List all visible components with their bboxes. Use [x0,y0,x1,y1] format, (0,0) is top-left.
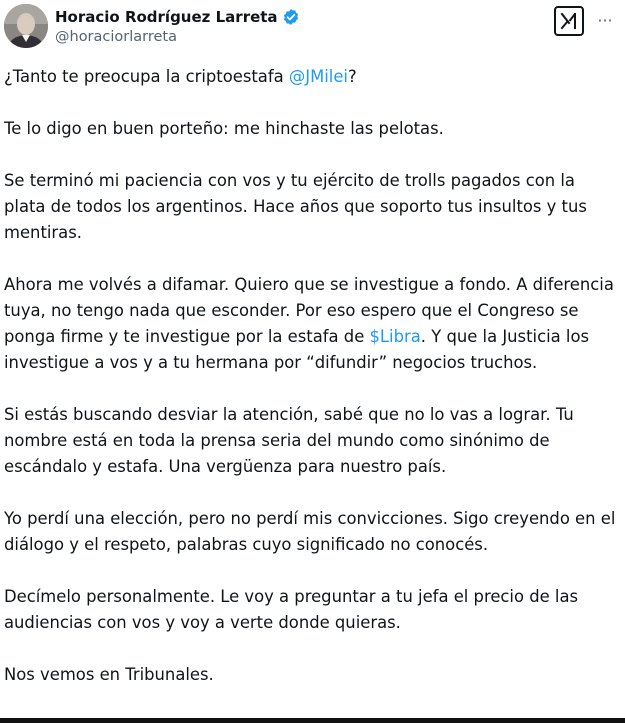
grok-icon [559,11,579,31]
display-name[interactable]: Horacio Rodríguez Larreta [55,8,278,26]
tweet-header [0,0,625,60]
bottom-divider [0,718,625,723]
more-options-icon[interactable]: ··· [597,10,613,30]
cashtag-link[interactable]: $Libra [369,327,421,346]
tweet-paragraph-1 [4,64,616,90]
tweet-paragraph-3: Se terminó mi paciencia con vos y tu ejército de trolls pagados con la plata de todos los argentinos. Hace años que soporto tus insultos y tus mentiras. [4,171,587,242]
tweet-text [4,64,616,688]
display-name-row [55,6,300,28]
text-run: . Y que la Justicia los investigue a vos y a tu hermana por “difundir” negocios truchos. [4,327,590,372]
avatar[interactable] [4,4,48,48]
tweet-paragraph-8: Nos vemos en Tribunales. [4,665,214,684]
tweet-paragraph-4 [4,272,616,376]
text-run: Ahora me volvés a difamar. Quiero que se investigue a fondo. A diferencia tuya, no tengo nada que esconder. Por eso espero que el Congreso se ponga firme y te investigue por la estafa de [4,275,614,346]
tweet-paragraph-6: Yo perdí una elección, pero no perdí mis convicciones. Sigo creyendo en el diálogo y el respeto, palabras cuyo significado no conocés. [4,509,616,554]
verified-badge-icon[interactable] [282,8,300,26]
avatar-photo-icon [4,4,48,48]
tweet-paragraph-5: Si estás buscando desviar la atención, sabé que no lo vas a lograr. Tu nombre está en toda la prensa seria del mundo como sinónimo de escándalo y estafa. Una vergüenza para nuestro país. [4,405,574,476]
author-names [55,6,300,45]
grok-button[interactable] [554,6,584,36]
text-run: ? [347,67,357,86]
mention-link[interactable]: @JMilei [288,67,348,86]
tweet-paragraph-7: Decímelo personalmente. Le voy a preguntar a tu jefa el precio de las audiencias con vos y voy a verte donde quieras. [4,587,579,632]
author-handle[interactable]: @horaciorlarreta [55,29,177,45]
tweet-paragraph-2: Te lo digo en buen porteño: me hinchaste las pelotas. [4,119,444,138]
text-run: ¿Tanto te preocupa la criptoestafa [4,67,289,86]
